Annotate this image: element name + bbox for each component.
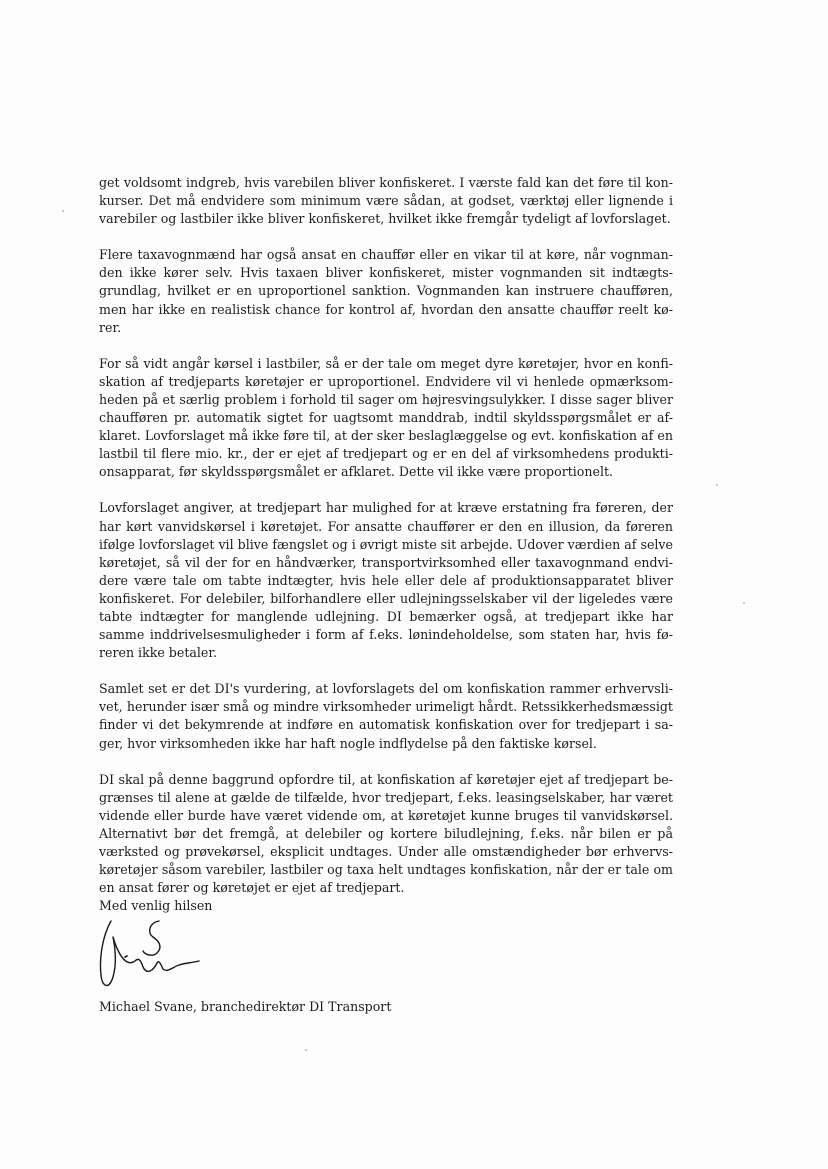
text-line: konfiskeret. For delebiler, bilforhandlere eller udlejningsselskaber vil der ligeledes være [99, 590, 673, 606]
text-line: den ikke kører selv. Hvis taxaen bliver konfiskeret, mister vognmanden sit indtægts- [99, 265, 673, 281]
scan-speck [716, 484, 718, 486]
text-line: lastbil til flere mio. kr., der er ejet af tredjepart og er en del af virksomhedens produkti- [99, 446, 673, 462]
text-line: heden på et særlig problem i forhold til sager om højresvingsulykker. I disse sager bliver [99, 391, 673, 407]
text-line: kurser. Det må endvidere som minimum være sådan, at godset, værktøj eller lignende i [99, 193, 673, 209]
text-line: finder vi det bekymrende at indføre en automatisk konfiskation over for tredjepart i sa- [99, 717, 673, 733]
text-line: klaret. Lovforslaget må ikke føre til, at der sker beslaglæggelse og evt. konfiskation af en [99, 428, 673, 444]
text-line: skation af tredjeparts køretøjer er uproportionel. Endvidere vil vi henlede opmærksom- [99, 373, 673, 389]
text-line: vidende eller burde have været vidende om, at køretøjet kunne bruges til vanvidskørsel. [99, 807, 673, 823]
text-line: ifølge lovforslaget vil blive fængslet og i øvrigt miste sit arbejde. Udover værdien af selve [99, 536, 673, 552]
text-line: For så vidt angår kørsel i lastbiler, så er der tale om meget dyre køretøjer, hvor en konfi- [99, 355, 673, 371]
letter-body [99, 174, 673, 1017]
paragraph-gap [99, 753, 673, 771]
text-line: Flere taxavognmænd har også ansat en chauffør eller en vikar til at køre, når vognman- [99, 247, 673, 263]
paragraph-taxi-operators [99, 246, 673, 336]
text-line: køretøjet, så vil der for en håndværker, transportvirksomhed eller taxavognmand endvi- [99, 554, 673, 570]
text-line: værksted og prøvekørsel, eksplicit undtages. Under alle omstændigheder bør erhvervs- [99, 844, 673, 859]
text-line: DI skal på denne baggrund opfordre til, at konfiskation af køretøjer ejet af tredjepart be- [99, 771, 673, 787]
scan-speck [62, 210, 64, 212]
paragraph-trucks [99, 355, 673, 482]
paragraph-gap [99, 337, 673, 355]
closing-salutation: Med venlig hilsen [99, 898, 213, 914]
text-line: men har ikke en realistisk chance for kontrol af, hvordan den ansatte chauffør reelt kø- [99, 301, 673, 317]
paragraph-gap [99, 228, 673, 246]
scan-speck [743, 602, 745, 604]
paragraph-di-assessment [99, 680, 673, 752]
text-line: en ansat fører og køretøjet er ejet af tredjepart. [99, 880, 405, 896]
text-line: Lovforslaget angiver, at tredjepart har mulighed for at kræve erstatning fra føreren, der [99, 500, 673, 516]
text-line: ger, hvor virksomheden ikke har haft nogle indflydelse på den faktiske kørsel. [99, 735, 597, 751]
paragraph-recommendation [99, 771, 673, 898]
scan-speck [305, 1049, 307, 1051]
paragraph-gap [99, 481, 673, 499]
text-line: grænses til alene at gælde de tilfælde, hvor tredjepart, f.eks. leasingselskaber, har været [99, 789, 673, 805]
text-line: varebiler og lastbiler ikke bliver konfiskeret, hvilket ikke fremgår tydeligt af lovforslaget. [99, 211, 671, 227]
text-line: Alternativt bør det fremgå, at delebiler og kortere biludlejning, f.eks. når bilen er på [99, 825, 673, 841]
text-line: grundlag, hvilket er en uproportionel sanktion. Vognmanden kan instruere chaufføren, [99, 283, 673, 299]
text-line: Samlet set er det DI's vurdering, at lovforslagets del om konfiskation rammer erhvervsli- [99, 681, 673, 697]
text-line: køretøjer såsom varebiler, lastbiler og taxa helt undtages konfiskation, når der er tale om [99, 862, 673, 878]
text-line: onsapparat, før skyldsspørgsmålet er afklaret. Dette vil ikke være proportionelt. [99, 464, 614, 480]
text-line: chaufføren pr. automatik sigtet for uagtsomt manddrab, indtil skyldsspørgsmålet er af- [99, 410, 673, 426]
paragraph-gap [99, 662, 673, 680]
signer-name: Michael Svane, branchedirektør DI Transport [99, 999, 392, 1015]
paragraph-compensation [99, 499, 673, 662]
text-line: reren ikke betaler. [99, 645, 218, 661]
text-line: vet, herunder især små og mindre virksomheder urimeligt hårdt. Retssikkerhedsmæssigt [99, 699, 673, 715]
text-line: rer. [99, 319, 122, 335]
text-line: tabte indtægter for manglende udlejning. DI bemærker også, at tredjepart ikke har [99, 608, 673, 624]
paragraph-confiscation-vans [99, 174, 673, 228]
text-line: har kørt vanvidskørsel i køretøjet. For ansatte chauffører er den en illusion, da føreren [99, 518, 673, 534]
handwritten-signature [97, 917, 227, 993]
text-line: dere være tale om tabte indtægter, hvis hele eller dele af produktionsapparatet bliver [99, 572, 673, 588]
text-line: samme inddrivelsesmuligheder i form af f.eks. lønindeholdelse, som staten har, hvis fø- [99, 627, 673, 643]
text-line: get voldsomt indgreb, hvis varebilen bliver konfiskeret. I værste fald kan det føre til kon- [99, 175, 673, 190]
